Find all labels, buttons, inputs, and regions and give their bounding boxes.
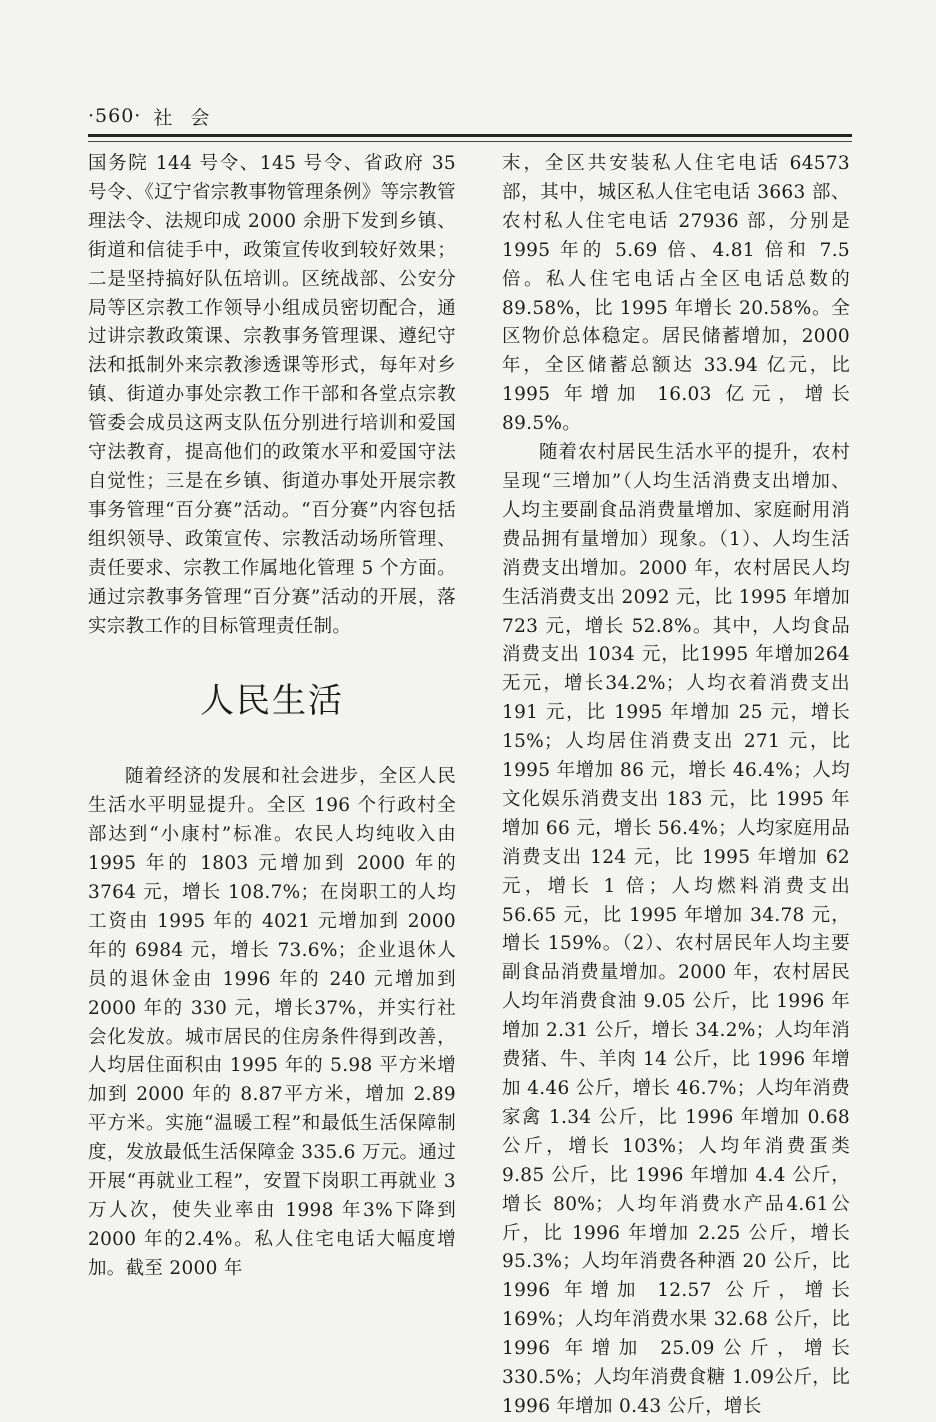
right-paragraph-continued: 末，全区共安装私人住宅电话 64573 部，其中，城区私人住宅电话 3663 部、农村私人住宅电话 27936 部，分别是 1995 年的 5.69 倍、4.81 倍和 7.5 倍。私人住宅电话占全区电话总数的 89.58%，比 1995 年增长 20.58%。全区物价总体稳定。居民储蓄增加，2000 年，全区储蓄总额达 33.94 亿元，比 1995 年增加 16.03 亿元，增长89.5%。	[502, 153, 850, 435]
right-paragraph-rural-consumption: 随着农村居民生活水平的提升，农村呈现“三增加”（人均生活消费支出增加、人均主要副食品消费量增加、家庭耐用消费品拥有量增加）现象。（1）、人均生活消费支出增加。2000 年，农村居民人均生活消费支出 2092 元，比 1995 年增加 723 元，增长 52.8%。其中，人均食品消费支出 1034 元，比1995 年增加264 无元，增长34.2%；人均衣着消费支出 191 元，比 1995 年增加 25 元，增长 15%；人均居住消费支出 271 元，比 1995 年增加 86 元，增长 46.4%；人均文化娱乐消费支出 183 元，比 1995 年增加 66 元，增长 56.4%；人均家庭用品消费支出 124 元，比 1995 年增加 62 元，增长 1 倍；人均燃料消费支出 56.65 元，比 1995 年增加 34.78 元，增长 159%。（2）、农村居民年人均主要副食品消费量增加。2000 年，农村居民人均年消费食油 9.05 公斤，比 1996 年增加 2.31 公斤，增长 34.2%；人均年消费猪、牛、羊肉 14 公斤，比 1996 年增加 4.46 公斤，增长 46.7%；人均年消费家禽 1.34 公斤，比 1996 年增加 0.68 公斤，增长 103%；人均年消费蛋类 9.85 公斤，比 1996 年增加 4.4 公斤，增长 80%；人均年消费水产品4.61公斤，比 1996 年增加 2.25 公斤，增长 95.3%；人均年消费各种酒 20 公斤，比 1996 年增加 12.57 公斤，增长 169%；人均年消费水果 32.68 公斤，比 1996 年增加 25.09公斤，增长 330.5%；人均年消费食糖 1.09公斤，比 1996 年增加 0.43 公斤，增长	[502, 442, 850, 1417]
running-header	[88, 100, 227, 132]
header-rule-thick	[88, 134, 852, 137]
left-paragraph-living-standards: 随着经济的发展和社会进步，全区人民生活水平明显提升。全区 196 个行政村全部达到“小康村”标准。农民人均纯收入由 1995 年的 1803 元增加到 2000 年的 3764 元，增长 108.7%；在岗职工的人均工资由 1995 年的 4021 元增加到 2000 年的 6984 元，增长 73.6%；企业退休人员的退休金由 1996 年的 240 元增加到 2000 年的 330 元，增长37%，并实行社会化发放。城市居民的住房条件得到改善，人均居住面积由 1995 年的 5.98 平方米增加到 2000 年的 8.87平方米，增加 2.89 平方米。实施“温暖工程”和最低生活保障制度，发放最低生活保障金 335.6 万元。通过开展“再就业工程”，安置下岗职工再就业 3 万人次，使失业率由 1998 年3%下降到2000 年的2.4%。私人住宅电话大幅度增加。截至 2000 年	[88, 766, 456, 1279]
left-column	[88, 150, 456, 1284]
header-rule-thin	[88, 141, 852, 142]
page-number: ·560·	[88, 105, 142, 127]
left-paragraph-continued: 国务院 144 号令、145 号令、省政府 35 号令、《辽宁省宗教事物管理条例》等宗教管理法令、法规印成 2000 余册下发到乡镇、街道和信徒手中，政策宣传收到较好效果；二是坚持搞好队伍培训。区统战部、公安分局等区宗教工作领导小组成员密切配合，通过讲宗教政策课、宗教事务管理课、遵纪守法和抵制外来宗教渗透课等形式，每年对乡镇、街道办事处宗教工作干部和各堂点宗教管委会成员这两支队伍分别进行培训和爱国守法教育，提高他们的政策水平和爱国守法自觉性；三是在乡镇、街道办事处开展宗教事务管理“百分赛”活动。“百分赛”内容包括组织领导、政策宣传、宗教活动场所管理、责任要求、宗教工作属地化管理 5 个方面。通过宗教事务管理“百分赛”活动的开展，落实宗教工作的目标管理责任制。	[88, 153, 456, 637]
section-name: 社会	[153, 106, 228, 129]
section-heading: 人民生活	[200, 681, 344, 722]
right-column	[502, 150, 850, 1422]
